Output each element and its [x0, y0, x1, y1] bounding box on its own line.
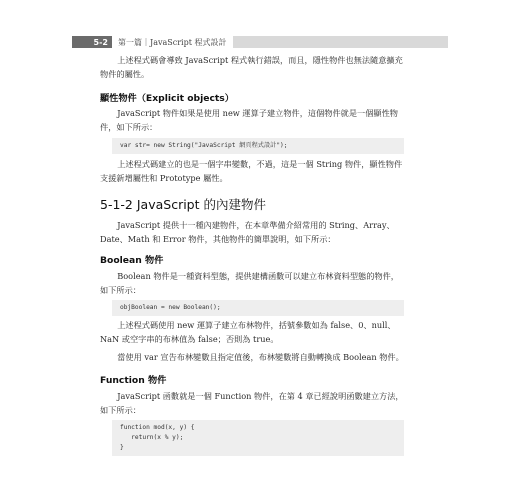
- paragraph: 上述程式碼會導致 JavaScript 程式執行錯誤，而且，隱性物件也無法隨意擴充物件的屬性。: [100, 55, 403, 79]
- section-title: 5-1-2 JavaScript 的內建物件: [100, 197, 266, 212]
- section-heading-boolean: Boolean 物件: [100, 255, 164, 266]
- paragraph: 當使用 var 宣告布林變數且指定值後，布林變數將自動轉換成 Boolean 物件。: [117, 352, 404, 362]
- section-heading-function: Function 物件: [100, 375, 167, 386]
- paragraph: Boolean 物件是一種資料型態，提供建構函數可以建立布林資料型態的物件，如下所示：: [100, 271, 399, 295]
- section-heading-explicit-objects: 顯性物件（Explicit objects）: [100, 93, 234, 104]
- code-block: objBoolean = new Boolean();: [112, 300, 404, 316]
- paragraph: JavaScript 物件如果是使用 new 運算子建立物件，這個物件就是一個顯性物件，如下所示：: [100, 108, 398, 132]
- page-number: 5-2: [72, 36, 112, 48]
- code-block: var str= new String("JavaScript 網頁程式設計");: [112, 138, 404, 154]
- code-block: function mod(x, y) { return(x % y); }: [112, 420, 404, 456]
- paragraph: JavaScript 函數就是一個 Function 物件，在第 4 章已經說明函數建立方法，如下所示：: [100, 391, 404, 415]
- chapter-title: 第一篇｜JavaScript 程式設計: [118, 37, 227, 47]
- paragraph: JavaScript 提供十一種內建物件，在本章準備介紹常用的 String、Array、Date、Math 和 Error 物件，其他物件的簡單說明，如下所示：: [100, 220, 395, 244]
- paragraph: 上述程式碼使用 new 運算子建立布林物件，括號參數如為 false、0、null、NaN 或空字串的布林值為 false；否則為 true。: [100, 320, 396, 344]
- running-header: [72, 35, 448, 49]
- header-rule: [233, 36, 449, 48]
- paragraph: 上述程式碼建立的也是一個字串變數，不過，這是一個 String 物件，顯性物件支援新增屬性和 Prototype 屬性。: [100, 159, 403, 183]
